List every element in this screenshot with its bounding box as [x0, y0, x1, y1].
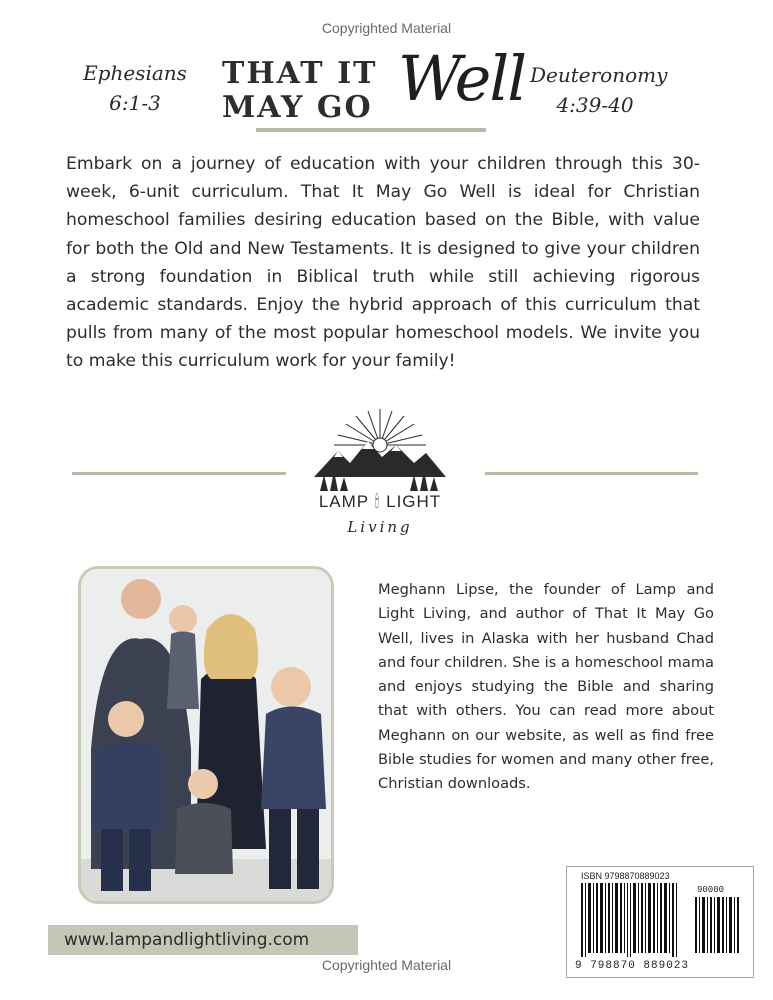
divider-right — [485, 472, 698, 475]
lamp-light-living-logo — [310, 405, 450, 540]
logo-word-lamp: LAMP — [318, 492, 369, 511]
lamp-icon: 🕯 — [374, 492, 381, 511]
book-title — [222, 42, 542, 138]
divider-left — [72, 472, 286, 475]
barcode-digits: 9 798870 889023 — [575, 960, 690, 972]
title-underline — [256, 128, 486, 132]
title-line-1: THAT IT — [222, 56, 378, 91]
copyright-notice-bottom: Copyrighted Material — [321, 957, 452, 973]
logo-tagline: Living — [347, 518, 413, 536]
author-bio: Meghann Lipse, the founder of Lamp and Light Living, and author of That It May Go Well, lives in Alaska with her husband Chad and four children. She is a homeschool mama and enjoys studying the Bible and sharing that with others. You can read more about Meghann on our website, as well as find free Bible studies for women and many other free, Christian downloads. — [378, 581, 714, 793]
website-url: www.lampandlightliving.com — [48, 925, 358, 955]
title-line-2: MAY GO — [222, 90, 373, 125]
isbn-label: ISBN 9798870889023 — [581, 871, 670, 881]
price-code: 90000 — [697, 885, 725, 895]
author-family-photo — [78, 566, 334, 904]
verse-reference-ephesians — [80, 58, 190, 118]
verse-right-chapter: 4:39-40 — [556, 93, 634, 117]
verse-left-book: Ephesians — [83, 61, 187, 85]
title-script-word: Well — [398, 42, 526, 115]
logo-word-light: LIGHT — [386, 492, 442, 511]
mountain-sunburst-icon — [310, 405, 450, 495]
verse-reference-deuteronomy — [530, 60, 668, 120]
logo-wordmark — [310, 492, 450, 512]
book-description: Embark on a journey of education with your children through this 30-week, 6-unit curriculum. That It May Go Well is ideal for Christian homeschool families desiring education based on the Bible, with value for both the Old and New Testaments. It is designed to give your children a strong foundation in Biblical truth while still achieving rigorous academic standards. Enjoy the hybrid approach of this curriculum that pulls from many of the most popular homeschool models. We invite you to make this curriculum work for your family! — [66, 154, 700, 372]
verse-left-chapter: 6:1-3 — [109, 91, 161, 115]
copyright-notice-top: Copyrighted Material — [321, 20, 452, 36]
verse-right-book: Deuteronomy — [530, 63, 668, 87]
family-photo-image — [81, 569, 331, 901]
